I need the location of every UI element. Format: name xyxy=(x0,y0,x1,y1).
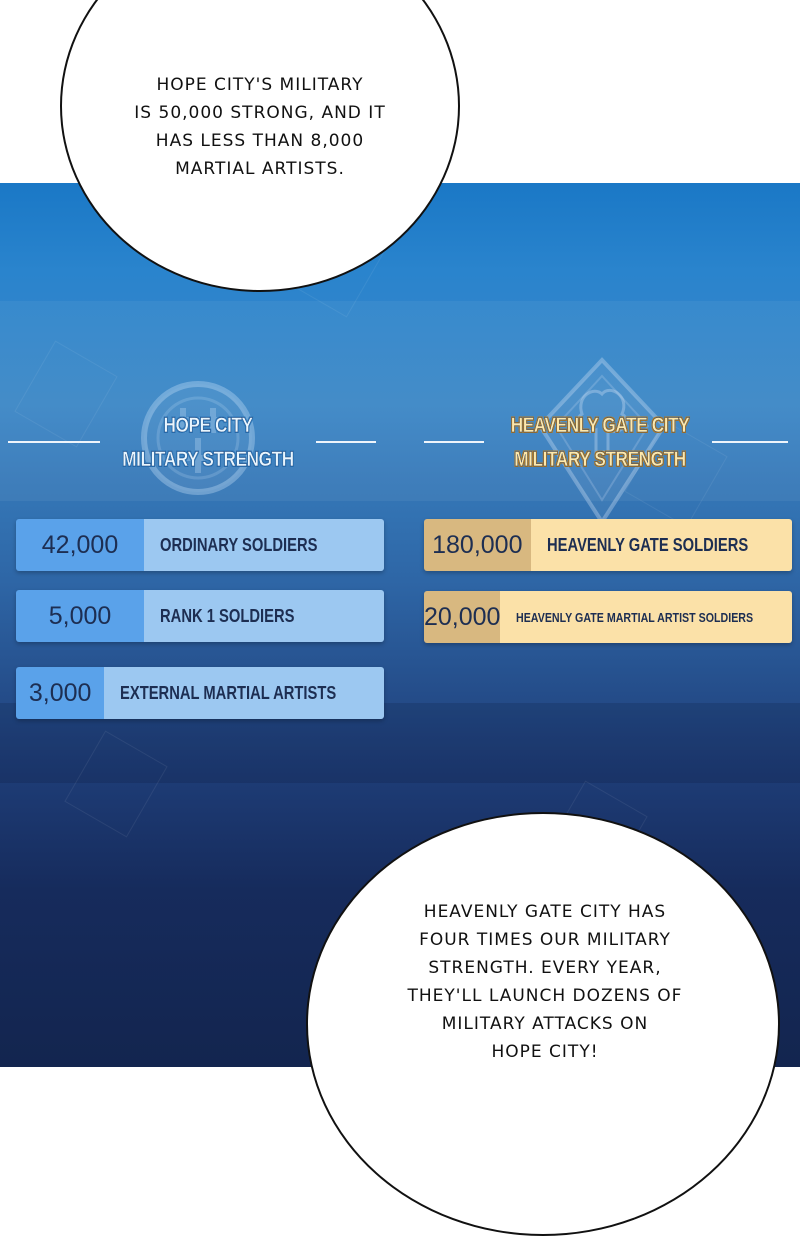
speech-line: STRENGTH. EVERY YEAR, xyxy=(428,958,662,978)
speech-line: HEAVENLY GATE CITY HAS xyxy=(423,902,667,922)
row-label: ORDINARY SOLDIERS xyxy=(144,519,384,571)
row-label: HEAVENLY GATE SOLDIERS xyxy=(531,519,792,571)
divider-rule xyxy=(424,441,484,443)
row-value: 42,000 xyxy=(16,519,144,571)
top-speech-text xyxy=(60,71,460,183)
speech-line: HOPE CITY'S MILITARY xyxy=(156,75,364,95)
hope-city-heading-line1: HOPE CITY xyxy=(163,414,253,437)
heavenly-gate-heading xyxy=(487,409,713,477)
speech-line: IS 50,000 STRONG, AND IT xyxy=(134,103,386,123)
hope-city-row xyxy=(16,519,384,571)
speech-line: HOPE CITY! xyxy=(491,1042,599,1062)
row-label: EXTERNAL MARTIAL ARTISTS xyxy=(104,667,384,719)
row-value: 20,000 xyxy=(424,591,500,643)
speech-line: FOUR TIMES OUR MILITARY xyxy=(419,930,671,950)
hope-city-heading xyxy=(110,409,307,477)
heavenly-gate-heading-line2: MILITARY STRENGTH xyxy=(514,448,686,471)
row-value: 180,000 xyxy=(424,519,531,571)
hope-city-heading-line2: MILITARY STRENGTH xyxy=(122,448,294,471)
hope-city-row xyxy=(16,667,384,719)
speech-line: HAS LESS THAN 8,000 xyxy=(155,131,365,151)
row-value: 3,000 xyxy=(16,667,104,719)
speech-line: MILITARY ATTACKS ON xyxy=(441,1014,649,1034)
heavenly-gate-row xyxy=(424,591,792,643)
divider-rule xyxy=(712,441,788,443)
speech-line: THEY'LL LAUNCH DOZENS OF xyxy=(407,986,683,1006)
heavenly-gate-row xyxy=(424,519,792,571)
bottom-speech-text xyxy=(330,898,760,1066)
divider-rule xyxy=(8,441,100,443)
speech-line: MARTIAL ARTISTS. xyxy=(175,159,345,179)
hope-city-row xyxy=(16,590,384,642)
row-label: RANK 1 SOLDIERS xyxy=(144,590,384,642)
divider-rule xyxy=(316,441,376,443)
heavenly-gate-heading-line1: HEAVENLY GATE CITY xyxy=(510,414,690,437)
row-value: 5,000 xyxy=(16,590,144,642)
row-label: HEAVENLY GATE MARTIAL ARTIST SOLDIERS xyxy=(500,591,792,643)
